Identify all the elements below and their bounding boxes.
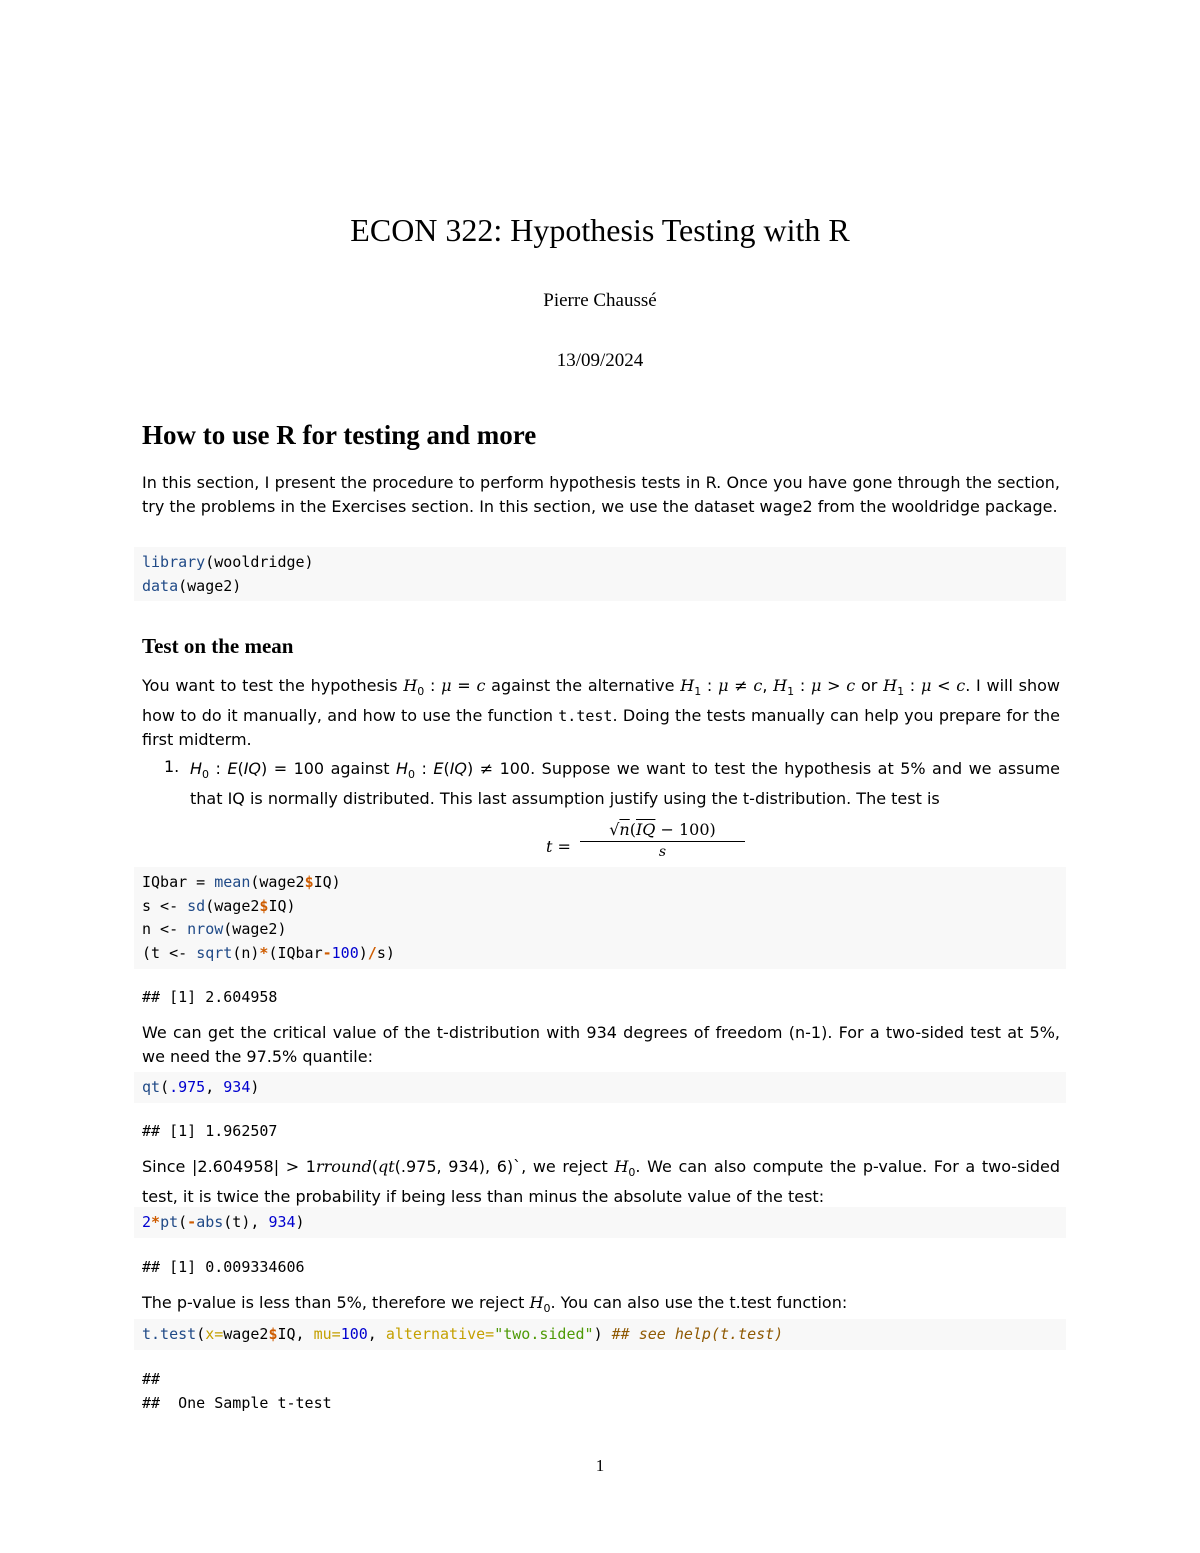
code-fn: library xyxy=(142,553,206,571)
code-arg: (wooldridge) xyxy=(205,553,314,571)
code-output: ## [1] 1.962507 xyxy=(142,1122,278,1140)
code-block-ttest: t.test(x=wage2$IQ, mu=100, alternative="two.sided") ## see help(t.test) xyxy=(134,1319,1066,1350)
critical-value-paragraph: We can get the critical value of the t-distribution with 934 degrees of freedom (n-1). For a two-sided test at 5%, we need the 97.5% quantile: xyxy=(142,1023,1060,1066)
subsection-heading: Test on the mean xyxy=(142,634,294,658)
list-item-number: 1. xyxy=(164,757,180,776)
author-name: Pierre Chaussé xyxy=(543,290,657,311)
document-page: ECON 322: Hypothesis Testing with R Pierre Chaussé 13/09/2024 How to use R for testing and more In this section, I present the procedure to perform hypothesis tests in R. Once you have gone through the section, try the problems in the Exercises section. In this section, we use the dataset wage2 from the wooldridge package. library(wooldridge) data(wage2) Test on the mean You want to test the hypothesis $H_0$ : μ = c against the alternative $H_1$ : μ ≠ c, $H_1$ : μ > c or $H_1$ : μ < c. I will show how to do it manually, and how to use the function t.test. Doing the tests manually can help you prepare for the first midterm. 1. $H_0$ : E(IQ) = 100 against $H_0$ : E(IQ) ≠ 100. Suppose we want to test the hypothesis at 5% and we assume that IQ is normally distributed. This last assumption justify using the t-distribution. The test is t = $\frac{√n(\overline{IQ} - 100)}{s}$ IQbar = mean(wage2$IQ) s <- sd(wage2$IQ) n <- nrow(wage2) (t <- sqrt(n)*(IQbar-100)/s) ## [1] 2.604958 We can get the critical value of the t-distribution with 934 degrees of freedom (n-1). For a two-sided test at 5%, we need the 97.5% quantile: qt(.975, 934) ## [1] 1.962507 Since |2.604958| > 1rround(qt(.975, 934), 6)`, we reject $H_0$. We can also compute the p-value. For a two-sided test, it is twice the probability if being less than minus the absolute value of the test: 2*pt(-abs(t), 934) ## [1] 0.009334606 The p-value is less than 5%, therefore we reject $H_0$. You can also use the t.test function: t.test(x=wage2$IQ, mu=100, alternative="two.sided") ## see help(t.test) ## ## One Sample t-test 1 xyxy=(0,0,1200,1553)
list-item-text: $H_0$ : E(IQ) = 100 against $H_0$ : E(IQ) ≠ 100. Suppose we want to test the hypothesis at 5% and we assume that IQ is normally distributed. This last assumption justify using the t-distribution. The test is xyxy=(190,759,1061,809)
code-output: ## [1] 2.604958 xyxy=(142,988,278,1006)
document-date: 13/09/2024 xyxy=(556,350,644,371)
ttest-paragraph: The p-value is less than 5%, therefore we reject $H_0$. You can also use the t.test function: xyxy=(142,1293,848,1316)
code-arg: (wage2) xyxy=(178,576,242,595)
page-number: 1 xyxy=(595,1456,605,1475)
code-block-pt: 2*pt(-abs(t), 934) xyxy=(134,1207,1066,1238)
code-block-t-stat: IQbar = mean(wage2$IQ) s <- sd(wage2$IQ) n <- nrow(wage2) (t <- sqrt(n)*(IQbar-100)/s) xyxy=(134,867,1066,969)
code-block-qt: qt(.975, 934) xyxy=(134,1072,1066,1103)
hypothesis-paragraph: You want to test the hypothesis $H_0$ : μ = c against the alternative $H_1$ : μ ≠ c, $H_1$ : μ > c or $H_1$ : μ < c. I will show how to do it manually, and how to use the function t.test. Doing the tests manually can help you prepare for the first midterm. xyxy=(142,676,1061,750)
section-heading: How to use R for testing and more xyxy=(142,420,537,450)
pvalue-paragraph: Since |2.604958| > 1rround(qt(.975, 934), 6)`, we reject $H_0$. We can also compute the p-value. For a two-sided test, it is twice the probability if being less than minus the absolute value of the test: xyxy=(142,1157,1061,1207)
intro-paragraph: In this section, I present the procedure to perform hypothesis tests in R. Once you have gone through the section, try the problems in the Exercises section. In this section, we use the dataset wage2 from the wooldridge package. xyxy=(142,473,1060,516)
code-output: ## [1] 0.009334606 xyxy=(142,1258,305,1276)
document-title: ECON 322: Hypothesis Testing with R xyxy=(350,212,850,248)
code-fn: data xyxy=(142,576,179,595)
code-block-load-data xyxy=(134,547,1066,601)
code-output: ## ## One Sample t-test xyxy=(142,1370,332,1412)
